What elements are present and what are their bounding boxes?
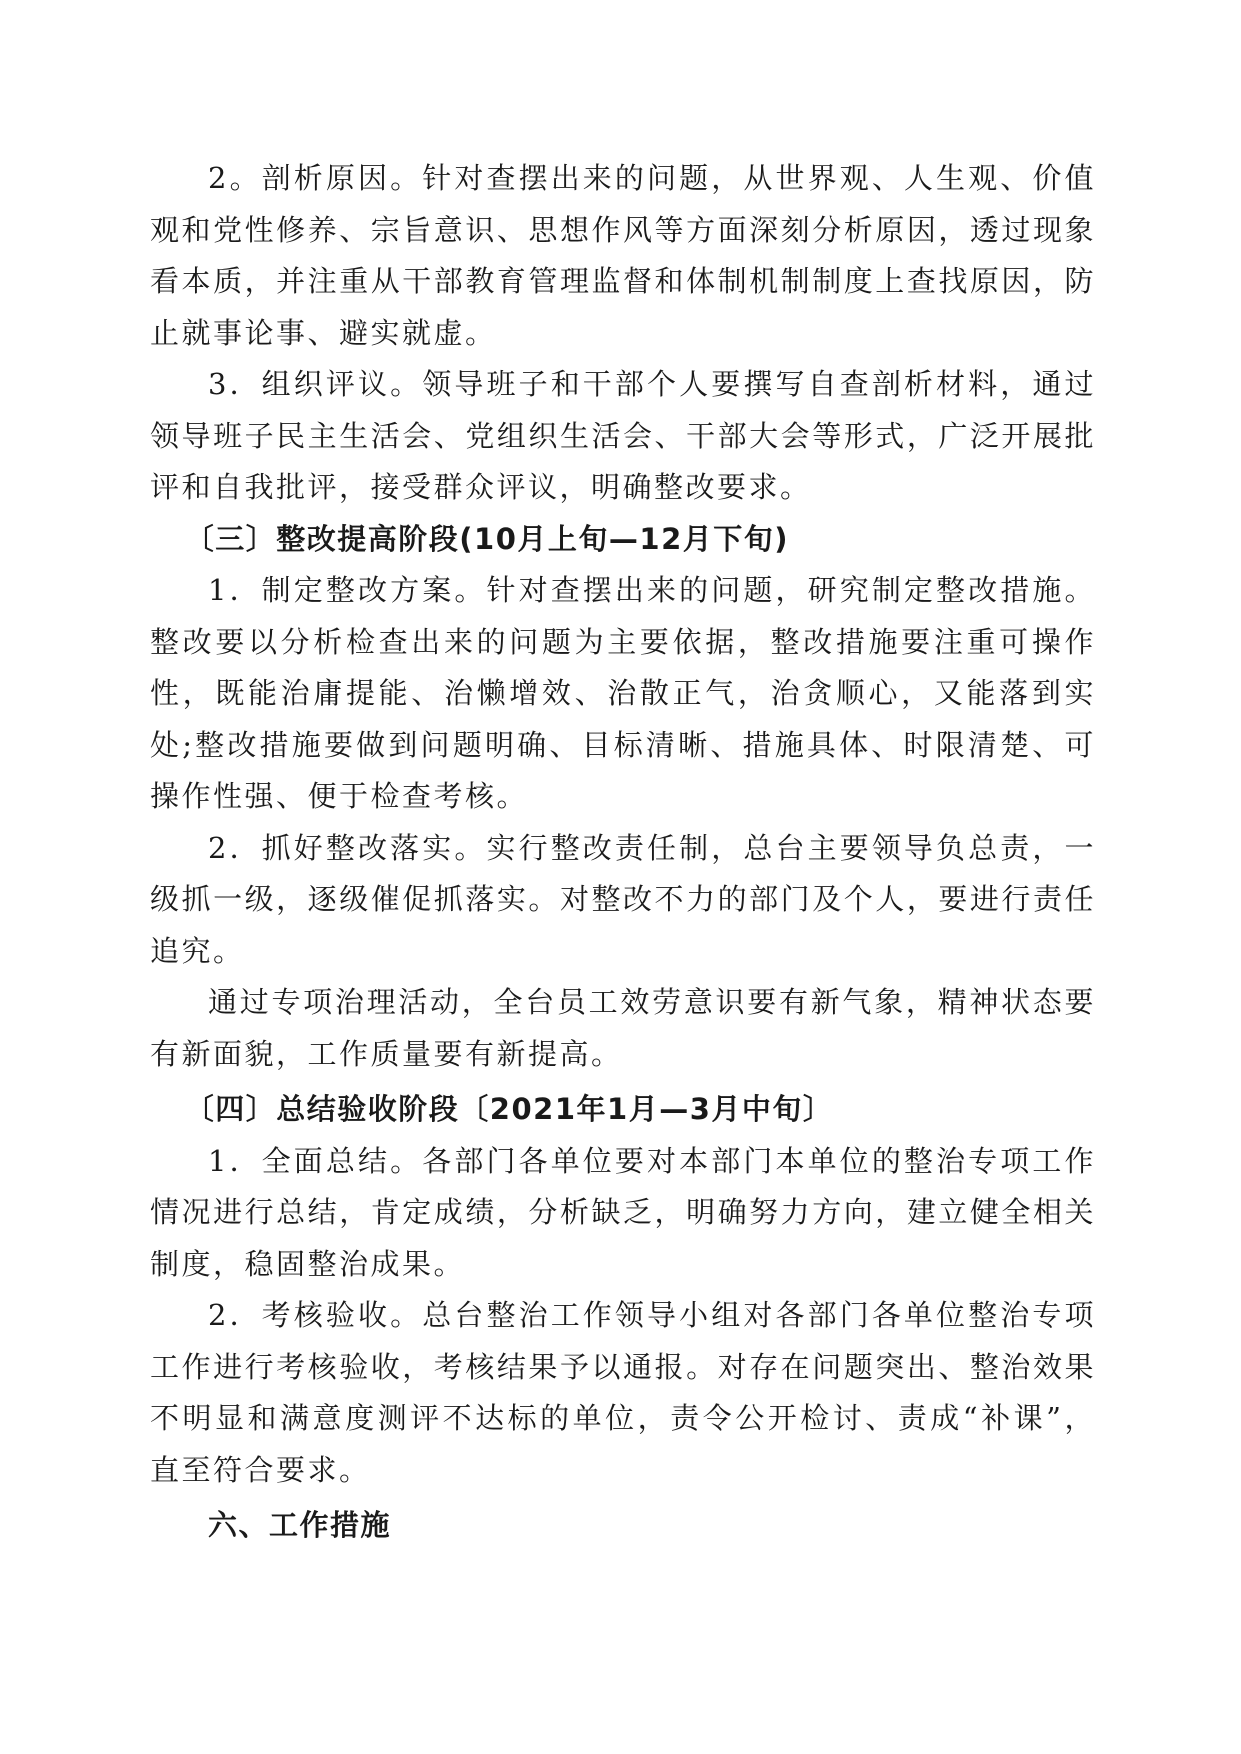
paragraph-assessment-acceptance: 2．考核验收。总台整治工作领导小组对各部门各单位整治专项工作进行考核验收，考核结果予以通报。对存在问题突出、整治效果不明显和满意度测评不达标的单位，责令公开检讨、责成“补课”，直至符合要求。 (150, 1298, 1096, 1487)
section-heading-rectification-stage: 〔三〕整改提高阶段(10月上旬—12月下旬) (184, 521, 790, 556)
document-body (150, 153, 1096, 1552)
section-heading-work-measures: 六、工作措施 (208, 1508, 392, 1542)
section-heading-summary-stage: 〔四〕总结验收阶段〔2021年1月—3月中旬〕 (184, 1092, 834, 1126)
paragraph-full-summary: 1．全面总结。各部门各单位要对本部门本单位的整治专项工作情况进行总结，肯定成绩，分析缺乏，明确努力方向，建立健全相关制度，稳固整治成果。 (150, 1143, 1096, 1281)
paragraph-rectification-implementation: 2．抓好整改落实。实行整改责任制，总台主要领导负总责，一级抓一级，逐级催促抓落实。对整改不力的部门及个人，要进行责任追究。 (150, 830, 1096, 968)
paragraph-analyze-causes: 2。剖析原因。针对查摆出来的问题，从世界观、人生观、价值观和党性修养、宗旨意识、思想作风等方面深刻分析原因，透过现象看本质，并注重从干部教育管理监督和体制机制制度上查找原因，防止就事论事、避实就虚。 (150, 161, 1096, 350)
paragraph-activity-goals: 通过专项治理活动，全台员工效劳意识要有新气象，精神状态要有新面貌，工作质量要有新提高。 (150, 985, 1096, 1071)
paragraph-organize-review: 3．组织评议。领导班子和干部个人要撰写自查剖析材料，通过领导班子民主生活会、党组织生活会、干部大会等形式，广泛开展批评和自我批评，接受群众评议，明确整改要求。 (150, 367, 1096, 504)
paragraph-rectification-plan: 1．制定整改方案。针对查摆出来的问题，研究制定整改措施。整改要以分析检查出来的问题为主要依据，整改措施要注重可操作性，既能治庸提能、治懒增效、治散正气，治贪顺心，又能落到实处;整改措施要做到问题明确、目标清晰、措施具体、时限清楚、可操作性强、便于检查考核。 (150, 573, 1096, 813)
